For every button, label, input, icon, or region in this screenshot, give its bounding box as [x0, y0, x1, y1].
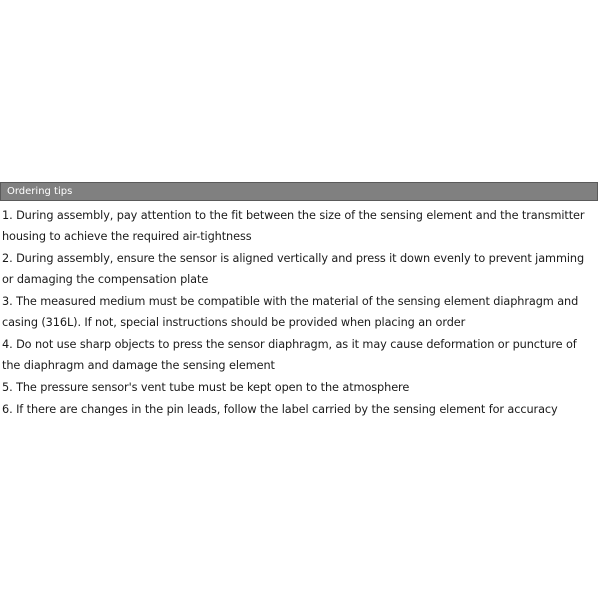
tip-item: 4. Do not use sharp objects to press the sensor diaphragm, as it may cause deformation or puncture of the diaphragm and damage the sensing element: [2, 338, 577, 372]
tips-list: [0, 201, 598, 420]
tip-item: 2. During assembly, ensure the sensor is aligned vertically and press it down evenly to prevent jamming or damaging the compensation plate: [2, 252, 585, 286]
section-header: Ordering tips: [0, 182, 598, 201]
tip-item: 3. The measured medium must be compatible with the material of the sensing element diaphragm and casing (316L). If not, special instructions should be provided when placing an order: [2, 295, 579, 329]
tip-item: 6. If there are changes in the pin leads, follow the label carried by the sensing element for accuracy: [2, 403, 558, 416]
tip-item: 1. During assembly, pay attention to the fit between the size of the sensing element and the transmitter housing to achieve the required air-tightness: [2, 209, 585, 243]
ordering-tips-section: [0, 182, 598, 421]
tip-item: 5. The pressure sensor's vent tube must be kept open to the atmosphere: [2, 381, 410, 394]
